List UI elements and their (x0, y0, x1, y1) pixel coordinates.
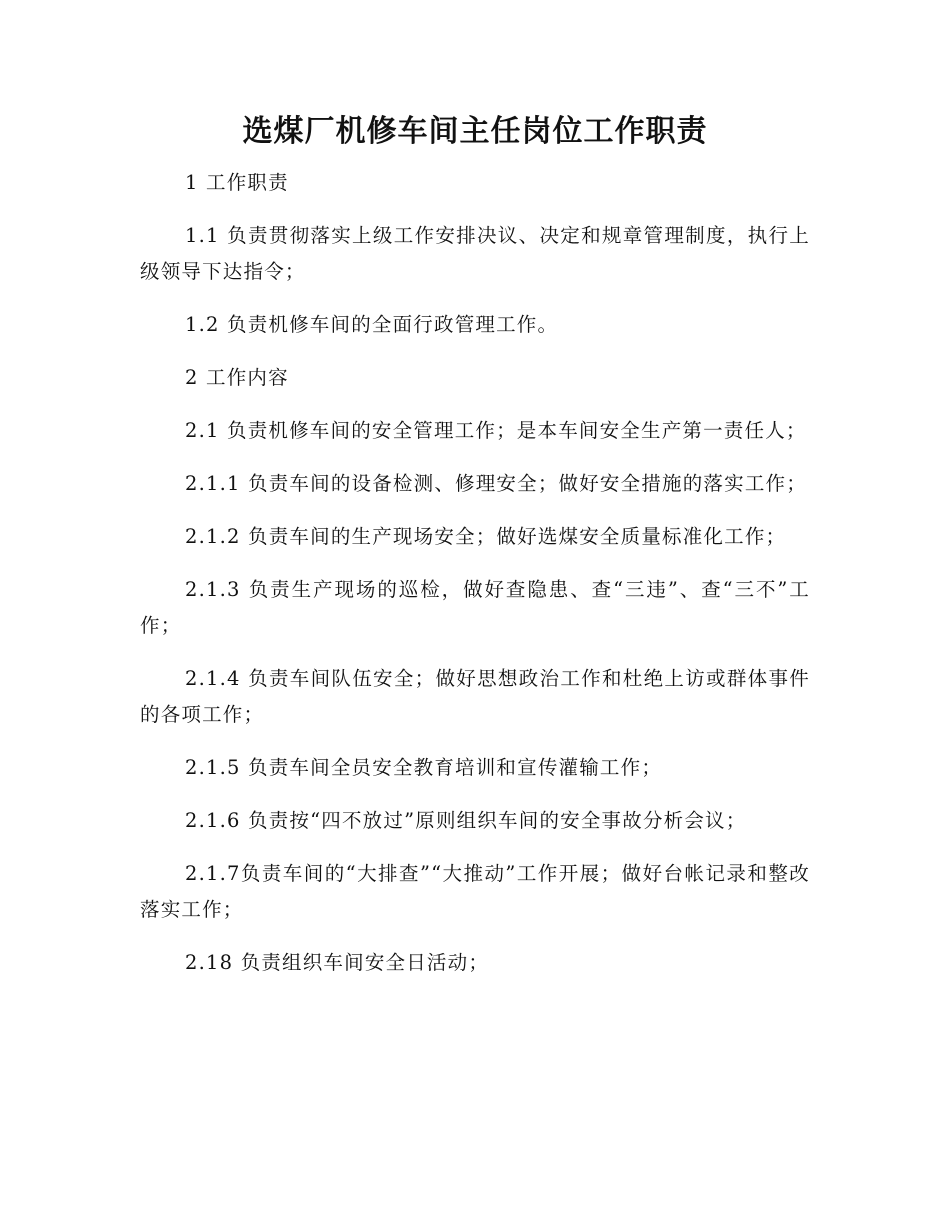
document-body (140, 165, 810, 998)
paragraph-2-1-8: 2.18 负责组织车间安全日活动； (185, 951, 490, 974)
paragraph-2-1-7: 2.1.7负责车间的“大排查”“大推动”工作开展；做好台帐记录和整改落实工作； (140, 862, 810, 921)
paragraph-2-1-2: 2.1.2 负责车间的生产现场安全；做好选煤安全质量标准化工作； (185, 525, 787, 548)
paragraph-2-1-4: 2.1.4 负责车间队伍安全；做好思想政治工作和杜绝上访或群体事件的各项工作； (140, 667, 810, 726)
paragraph-section-2: 2 工作内容 (185, 366, 289, 389)
paragraph-1-1: 1.1 负责贯彻落实上级工作安排决议、决定和规章管理制度，执行上级领导下达指令； (140, 224, 810, 283)
paragraph-1-2: 1.2 负责机修车间的全面行政管理工作。 (185, 313, 559, 336)
document-title: 选煤厂机修车间主任岗位工作职责 (242, 114, 708, 149)
paragraph-2-1: 2.1 负责机修车间的安全管理工作；是本车间安全生产第一责任人； (185, 419, 807, 442)
paragraph-2-1-5: 2.1.5 负责车间全员安全教育培训和宣传灌输工作； (185, 756, 663, 779)
paragraph-2-1-3: 2.1.3 负责生产现场的巡检，做好查隐患、查“三违”、查“三不”工作； (140, 578, 810, 637)
paragraph-2-1-1: 2.1.1 负责车间的设备检测、修理安全；做好安全措施的落实工作； (185, 472, 807, 495)
paragraph-2-1-6: 2.1.6 负责按“四不放过”原则组织车间的安全事故分析会议； (185, 809, 747, 832)
paragraph-section-1: 1 工作职责 (185, 171, 289, 194)
